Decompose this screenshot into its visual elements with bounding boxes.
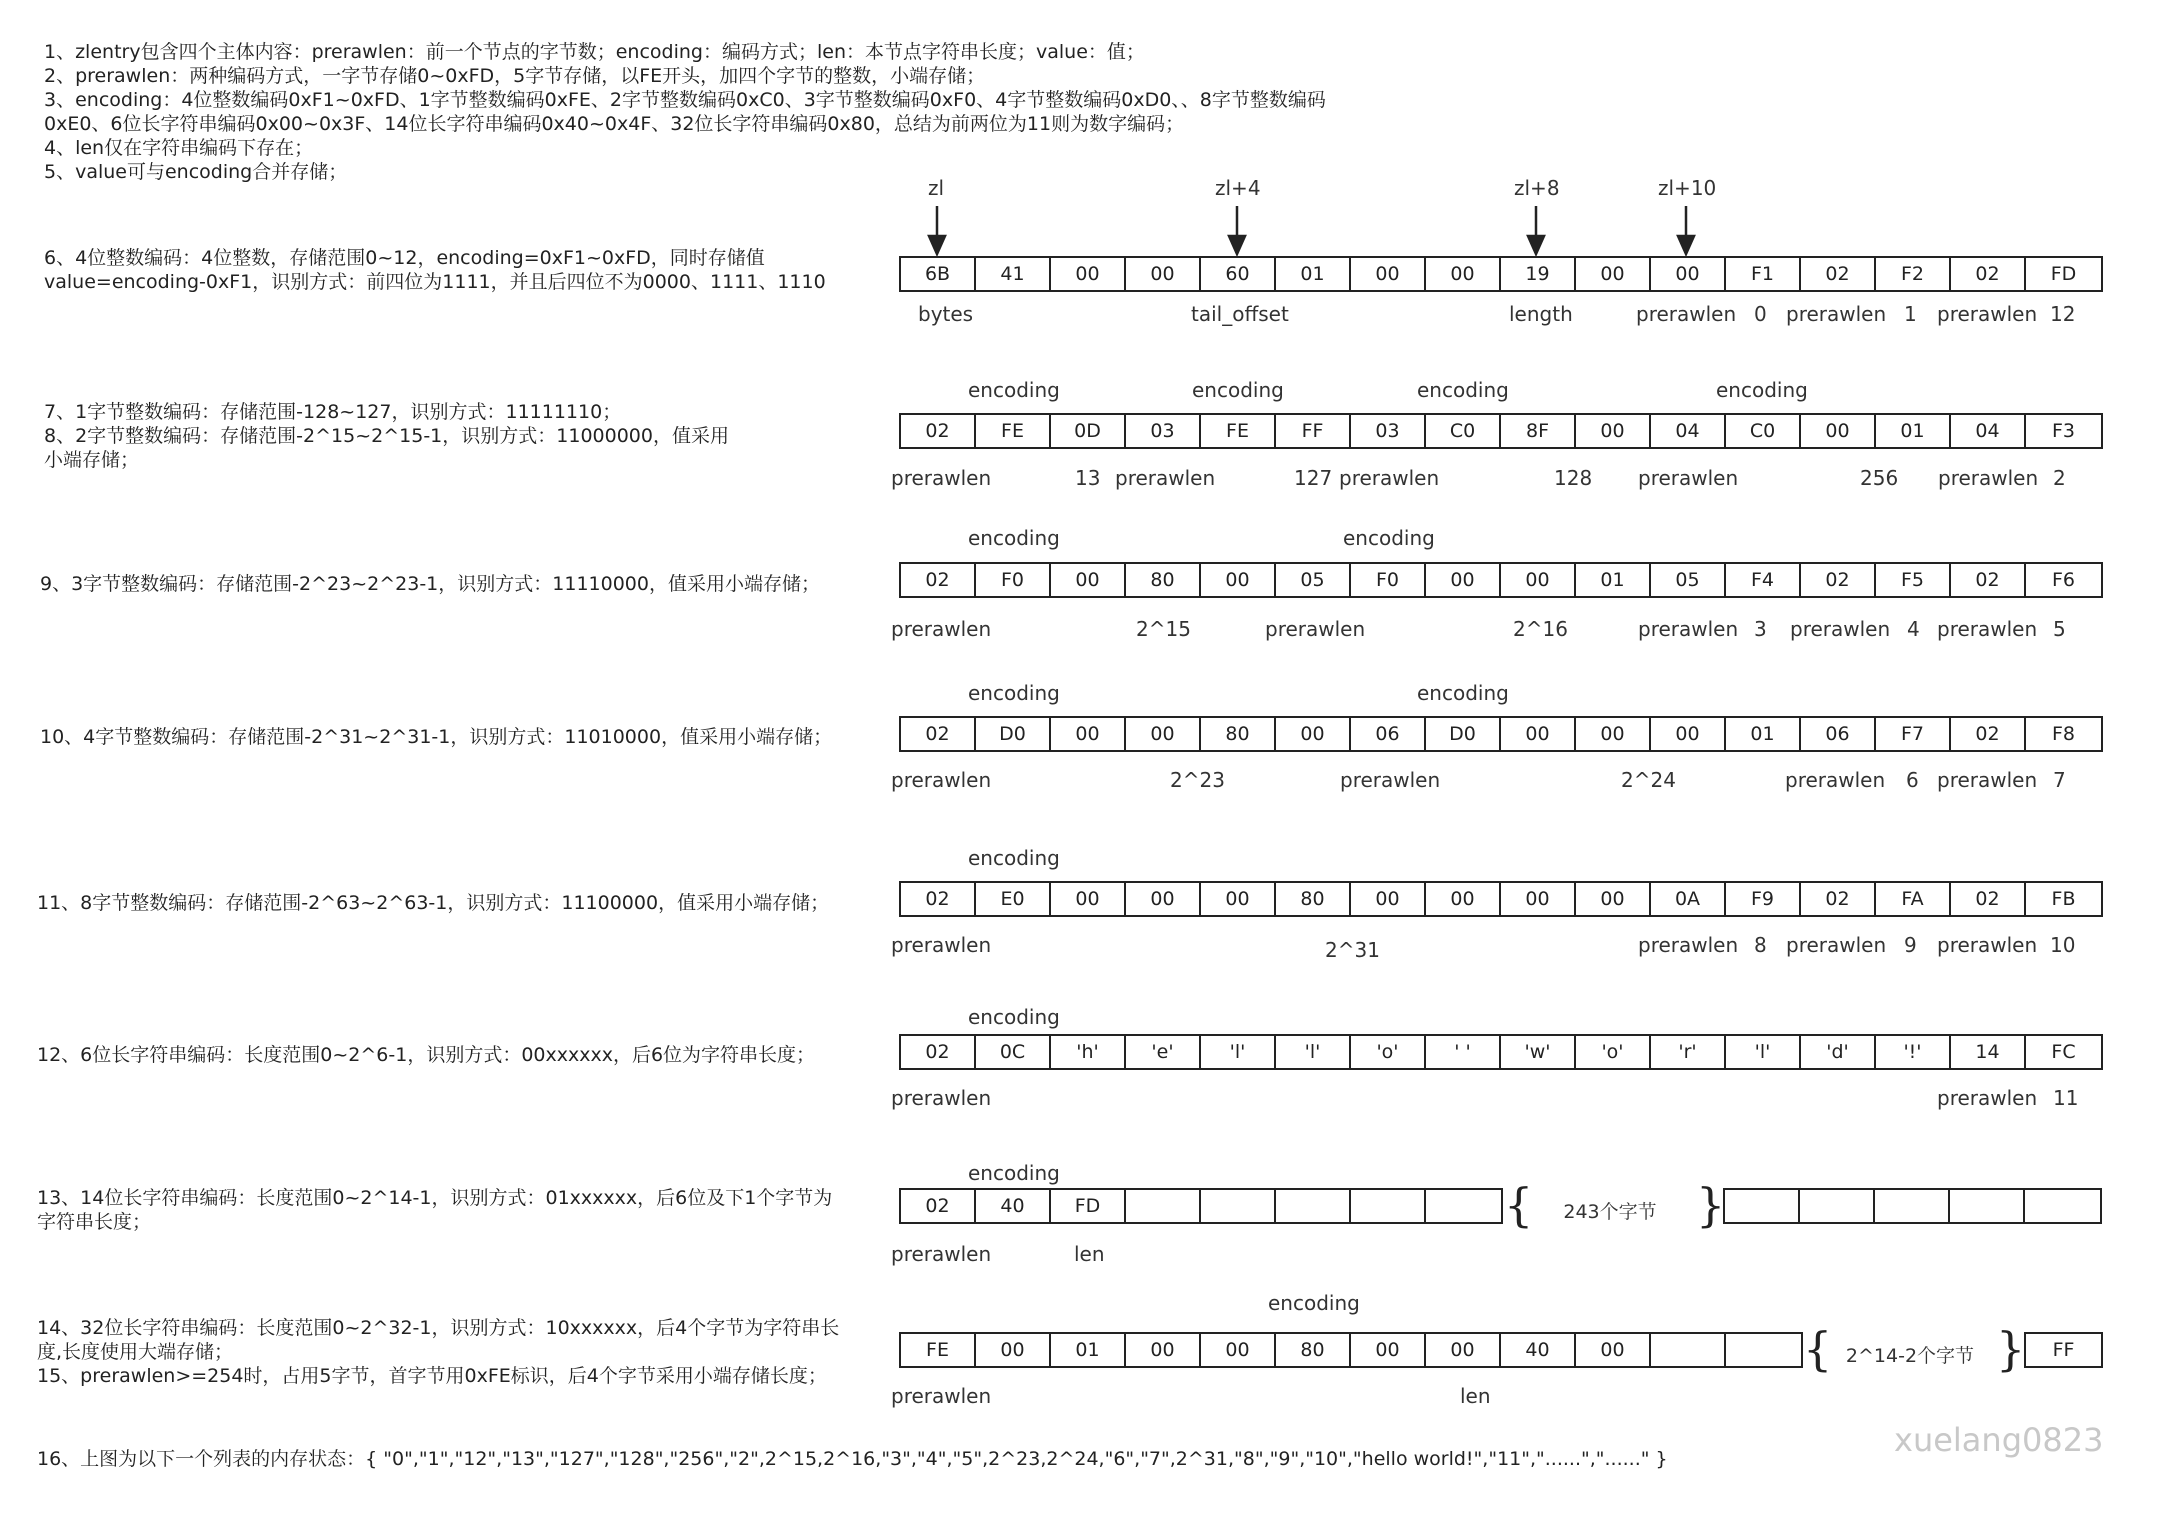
row4-label: prerawlen xyxy=(1340,768,1441,792)
byte-cell: FD xyxy=(2050,263,2077,285)
byte-cell: 00 xyxy=(1651,258,1726,290)
row7-label: len xyxy=(1074,1242,1105,1266)
byte-cell: 00 xyxy=(1576,1334,1651,1366)
byte-cell: 00 xyxy=(1426,258,1501,290)
byte-cell: 00 xyxy=(1351,258,1426,290)
byte-cell: 00 xyxy=(1126,718,1201,750)
byte-cell: 01 xyxy=(1726,718,1801,750)
byte-cell: 02 xyxy=(1801,883,1876,915)
note-3: 3、encoding：4位整数编码0xF1~0xFD、1字节整数编码0xFE、2字节整数编码0xC0、3字节整数编码0xF0、4字节整数编码0xD0、、8字节整数编码 xyxy=(44,89,1326,111)
byte-cell xyxy=(1725,1190,1800,1222)
row4-encoding: encoding xyxy=(968,681,1060,705)
row5-note: 11、8字节整数编码：存储范围-2^63~2^63-1，识别方式：11100000，值采用小端存储； xyxy=(37,892,830,914)
byte-cell: 8F xyxy=(1501,415,1576,447)
byte-cell: 00 xyxy=(1201,883,1276,915)
row1-label: 12 xyxy=(2050,302,2076,326)
byte-cell: 02 xyxy=(901,1036,976,1068)
row1-label: prerawlen xyxy=(1937,302,2038,326)
byte-cell: F5 xyxy=(1876,564,1951,596)
byte-cell: 06 xyxy=(1351,718,1426,750)
byte-cell: FF xyxy=(2052,1339,2075,1361)
row8-label: prerawlen xyxy=(891,1384,992,1408)
row3-note: 9、3字节整数编码：存储范围-2^23~2^23-1，识别方式：11110000，值采用小端存储； xyxy=(40,573,820,595)
byte-cell: 00 xyxy=(1351,883,1426,915)
row3-bytes xyxy=(899,562,2103,598)
byte-cell: F6 xyxy=(2051,569,2076,591)
byte-cell: 80 xyxy=(1201,718,1276,750)
footer-note: 16、上图为以下一个列表的内存状态：{ "0","1","12","13","127","128","256","2",2^15,2^16,"3","4","5",2^23,2^24,"6","7",2^31,"8","9","10","hello world!","11","......","......" } xyxy=(37,1448,1668,1470)
byte-cell: 02 xyxy=(1951,564,2026,596)
row5-label: 2^31 xyxy=(1325,938,1380,962)
row1-label: tail_offset xyxy=(1191,302,1289,326)
row5-label: prerawlen xyxy=(1786,933,1887,957)
byte-cell: 03 xyxy=(1126,415,1201,447)
byte-cell: C0 xyxy=(1426,415,1501,447)
byte-cell: 0D xyxy=(1051,415,1126,447)
row2-label: prerawlen xyxy=(1938,466,2039,490)
pointer-zl: zl xyxy=(928,176,945,200)
arrow-zl10-head xyxy=(1678,236,1694,254)
row2-label: 2 xyxy=(2053,466,2066,490)
row6-label: 11 xyxy=(2053,1086,2079,1110)
byte-cell: 'l' xyxy=(1201,1036,1276,1068)
row7-brace-open: { xyxy=(1504,1178,1534,1232)
byte-cell: 80 xyxy=(1276,883,1351,915)
byte-cell: 00 xyxy=(1126,1334,1201,1366)
byte-cell: 00 xyxy=(1426,564,1501,596)
byte-cell xyxy=(1651,1334,1726,1366)
row8-encoding: encoding xyxy=(1268,1291,1360,1315)
byte-cell xyxy=(1800,1190,1875,1222)
row1-label: prerawlen xyxy=(1636,302,1737,326)
row5-label: prerawlen xyxy=(1937,933,2038,957)
watermark: xuelang0823 xyxy=(1894,1421,2104,1459)
byte-cell: 'o' xyxy=(1351,1036,1426,1068)
row4-bytes xyxy=(899,716,2103,752)
row7-label: prerawlen xyxy=(891,1242,992,1266)
byte-cell: 00 xyxy=(1201,1334,1276,1366)
row2-label: prerawlen xyxy=(1638,466,1739,490)
byte-cell: F0 xyxy=(1351,564,1426,596)
row8-label: len xyxy=(1460,1384,1491,1408)
byte-cell: FE xyxy=(976,415,1051,447)
byte-cell xyxy=(1351,1190,1426,1222)
byte-cell: 40 xyxy=(1501,1334,1576,1366)
row5-bytes xyxy=(899,881,2103,917)
note-5: 5、value可与encoding合并存储； xyxy=(44,161,348,183)
byte-cell: 02 xyxy=(1951,718,2026,750)
byte-cell: 02 xyxy=(901,1190,976,1222)
row1-label: 0 xyxy=(1754,302,1767,326)
byte-cell: 00 xyxy=(1051,258,1126,290)
row2-label: prerawlen xyxy=(1115,466,1216,490)
row6-label: prerawlen xyxy=(1937,1086,2038,1110)
byte-cell: 02 xyxy=(901,415,976,447)
row2-label: 13 xyxy=(1075,466,1101,490)
byte-cell: 'o' xyxy=(1576,1036,1651,1068)
byte-cell: 00 xyxy=(1126,258,1201,290)
row3-label: prerawlen xyxy=(891,617,992,641)
byte-cell: 01 xyxy=(1276,258,1351,290)
byte-cell: F1 xyxy=(1726,258,1801,290)
row1-label: 1 xyxy=(1904,302,1917,326)
row1-label: length xyxy=(1509,302,1573,326)
byte-cell: F9 xyxy=(1726,883,1801,915)
byte-cell: 00 xyxy=(1051,564,1126,596)
row2-encoding: encoding xyxy=(968,378,1060,402)
row7-bytes-b xyxy=(1723,1188,2102,1224)
row7-bytes-a xyxy=(899,1188,1503,1224)
byte-cell: 40 xyxy=(976,1190,1051,1222)
byte-cell: C0 xyxy=(1726,415,1801,447)
byte-cell: F3 xyxy=(2051,420,2076,442)
row3-label: 3 xyxy=(1754,617,1767,641)
byte-cell: FE xyxy=(1201,415,1276,447)
row5-label: prerawlen xyxy=(891,933,992,957)
row4-label: prerawlen xyxy=(1937,768,2038,792)
row2-encoding: encoding xyxy=(1716,378,1808,402)
byte-cell xyxy=(1875,1190,1950,1222)
byte-cell: 01 xyxy=(1051,1334,1126,1366)
byte-cell: 14 xyxy=(1951,1036,2026,1068)
byte-cell: 02 xyxy=(1951,258,2026,290)
row4-label: 2^24 xyxy=(1621,768,1676,792)
byte-cell: 06 xyxy=(1801,718,1876,750)
row7-encoding: encoding xyxy=(968,1161,1060,1185)
byte-cell xyxy=(1201,1190,1276,1222)
byte-cell: 00 xyxy=(1576,415,1651,447)
byte-cell: 01 xyxy=(1576,564,1651,596)
arrow-zl-head xyxy=(929,236,945,254)
byte-cell: FE xyxy=(901,1334,976,1366)
byte-cell: 03 xyxy=(1351,415,1426,447)
byte-cell: 'e' xyxy=(1126,1036,1201,1068)
byte-cell: F8 xyxy=(2051,723,2076,745)
byte-cell: 02 xyxy=(1801,258,1876,290)
row3-label: prerawlen xyxy=(1638,617,1739,641)
byte-cell: E0 xyxy=(976,883,1051,915)
byte-cell: 'w' xyxy=(1501,1036,1576,1068)
arrow-zl8-head xyxy=(1528,236,1544,254)
note-2: 2、prerawlen：两种编码方式，一字节存储0~0xFD，5字节存储，以FE开头，加四个字节的整数，小端存储； xyxy=(44,65,986,87)
row3-label: prerawlen xyxy=(1937,617,2038,641)
byte-cell: 02 xyxy=(901,564,976,596)
byte-cell: 0A xyxy=(1651,883,1726,915)
byte-cell: 00 xyxy=(1801,415,1876,447)
byte-cell: F0 xyxy=(976,564,1051,596)
byte-cell: 80 xyxy=(1126,564,1201,596)
byte-cell: 02 xyxy=(1951,883,2026,915)
byte-cell: 'r' xyxy=(1651,1036,1726,1068)
byte-cell: 00 xyxy=(1126,883,1201,915)
row3-label: prerawlen xyxy=(1790,617,1891,641)
row6-label: prerawlen xyxy=(891,1086,992,1110)
row1-label: prerawlen xyxy=(1786,302,1887,326)
row6-encoding: encoding xyxy=(968,1005,1060,1029)
note-4: 4、len仅在字符串编码下存在； xyxy=(44,137,314,159)
row5-label: prerawlen xyxy=(1638,933,1739,957)
row3-label: 5 xyxy=(2053,617,2066,641)
row1-bytes xyxy=(899,256,2103,292)
byte-cell: 00 xyxy=(1426,1334,1501,1366)
row3-encoding: encoding xyxy=(968,526,1060,550)
row4-label: 2^23 xyxy=(1170,768,1225,792)
row2-label: prerawlen xyxy=(891,466,992,490)
row3-label: 4 xyxy=(1907,617,1920,641)
byte-cell: 'h' xyxy=(1051,1036,1126,1068)
row6-bytes xyxy=(899,1034,2103,1070)
byte-cell: '!' xyxy=(1876,1036,1951,1068)
byte-cell: F7 xyxy=(1876,718,1951,750)
row1-note: 6、4位整数编码：4位整数，存储范围0~12，encoding=0xF1~0xFD，同时存储值 value=encoding-0xF1，识别方式：前四位为1111，并且后四位不为0000、1111、1110 xyxy=(44,247,826,293)
byte-cell: 00 xyxy=(1351,1334,1426,1366)
byte-cell: 00 xyxy=(1426,883,1501,915)
byte-cell: 05 xyxy=(1651,564,1726,596)
byte-cell: D0 xyxy=(976,718,1051,750)
row4-label: 6 xyxy=(1906,768,1919,792)
byte-cell: 04 xyxy=(1951,415,2026,447)
note-1: 1、zlentry包含四个主体内容：prerawlen：前一个节点的字节数；encoding：编码方式；len：本节点字符串长度；value：值； xyxy=(44,41,1145,63)
row2-label: prerawlen xyxy=(1339,466,1440,490)
row8-bytes-b xyxy=(2024,1332,2103,1368)
byte-cell: 'l' xyxy=(1726,1036,1801,1068)
row4-note: 10、4字节整数编码：存储范围-2^31~2^31-1，识别方式：11010000，值采用小端存储； xyxy=(40,726,833,748)
byte-cell: F2 xyxy=(1876,258,1951,290)
row5-label: 8 xyxy=(1754,933,1767,957)
row6-note: 12、6位长字符串编码：长度范围0~2^6-1，识别方式：00xxxxxx，后6位为字符串长度； xyxy=(37,1044,816,1066)
row4-encoding: encoding xyxy=(1417,681,1509,705)
row7-note: 13、14位长字符串编码：长度范围0~2^14-1，识别方式：01xxxxxx，后6位及下1个字节为 字符串长度； xyxy=(37,1187,833,1233)
row5-label: 10 xyxy=(2050,933,2076,957)
row5-encoding: encoding xyxy=(968,846,1060,870)
byte-cell: 00 xyxy=(1576,718,1651,750)
pointer-zl4: zl+4 xyxy=(1215,176,1261,200)
row5-label: 9 xyxy=(1904,933,1917,957)
byte-cell: 05 xyxy=(1276,564,1351,596)
pointer-arrows xyxy=(0,0,2172,260)
byte-cell: 0C xyxy=(976,1036,1051,1068)
byte-cell xyxy=(1950,1190,2025,1222)
byte-cell: 'l' xyxy=(1276,1036,1351,1068)
byte-cell: FD xyxy=(1051,1190,1126,1222)
byte-cell xyxy=(1426,1190,1501,1222)
byte-cell: FC xyxy=(2051,1041,2076,1063)
row7-brace-close: } xyxy=(1696,1178,1726,1232)
byte-cell: 00 xyxy=(1501,718,1576,750)
byte-cell: 02 xyxy=(901,718,976,750)
byte-cell: 'd' xyxy=(1801,1036,1876,1068)
row3-label: prerawlen xyxy=(1265,617,1366,641)
pointer-zl8: zl+8 xyxy=(1514,176,1560,200)
byte-cell: D0 xyxy=(1426,718,1501,750)
row2-note: 7、1字节整数编码：存储范围-128~127，识别方式：11111110； 8、2字节整数编码：存储范围-2^15~2^15-1，识别方式：11000000，值采用 小端存储； xyxy=(44,401,729,471)
row1-label: bytes xyxy=(918,302,974,326)
byte-cell: 00 xyxy=(1576,883,1651,915)
byte-cell: 00 xyxy=(1576,258,1651,290)
byte-cell: 00 xyxy=(1501,564,1576,596)
row2-label: 127 xyxy=(1294,466,1333,490)
byte-cell: 00 xyxy=(976,1334,1051,1366)
row8-note: 14、32位长字符串编码：长度范围0~2^32-1，识别方式：10xxxxxx，后4个字节为字符串长 度,长度使用大端存储； 15、prerawlen>=254时，占用5字节，首字节用0xFE标识，后4个字节采用小端存储长度； xyxy=(37,1317,840,1387)
byte-cell: 80 xyxy=(1276,1334,1351,1366)
row8-bytes-a xyxy=(899,1332,1803,1368)
byte-cell: 04 xyxy=(1651,415,1726,447)
byte-cell: 60 xyxy=(1201,258,1276,290)
row4-label: prerawlen xyxy=(891,768,992,792)
byte-cell: 01 xyxy=(1876,415,1951,447)
row8-brace-open: { xyxy=(1803,1322,1833,1376)
pointer-zl10: zl+10 xyxy=(1658,176,1717,200)
row3-label: 2^15 xyxy=(1136,617,1191,641)
byte-cell: FA xyxy=(1876,883,1951,915)
byte-cell: ' ' xyxy=(1426,1036,1501,1068)
byte-cell: F4 xyxy=(1726,564,1801,596)
row3-label: 2^16 xyxy=(1513,617,1568,641)
row3-encoding: encoding xyxy=(1343,526,1435,550)
byte-cell: FB xyxy=(2051,888,2076,910)
row2-encoding: encoding xyxy=(1417,378,1509,402)
row4-label: 7 xyxy=(2053,768,2066,792)
byte-cell: 02 xyxy=(901,883,976,915)
arrow-zl4-head xyxy=(1229,236,1245,254)
byte-cell: 00 xyxy=(1276,718,1351,750)
byte-cell: 00 xyxy=(1501,883,1576,915)
row2-label: 256 xyxy=(1860,466,1899,490)
byte-cell: 00 xyxy=(1051,883,1126,915)
row8-brace-close: } xyxy=(1996,1322,2026,1376)
byte-cell xyxy=(2025,1190,2100,1222)
byte-cell: 41 xyxy=(976,258,1051,290)
row7-gap: 243个字节 xyxy=(1563,1201,1657,1223)
byte-cell: 19 xyxy=(1501,258,1576,290)
row2-label: 128 xyxy=(1554,466,1593,490)
byte-cell: 00 xyxy=(1201,564,1276,596)
row2-encoding: encoding xyxy=(1192,378,1284,402)
byte-cell xyxy=(1276,1190,1351,1222)
note-3-cont: 0xE0、6位长字符串编码0x00~0x3F、14位长字符串编码0x40~0x4F、32位长字符串编码0x80，总结为前两位为11则为数字编码； xyxy=(44,113,1185,135)
byte-cell: 00 xyxy=(1051,718,1126,750)
byte-cell xyxy=(1126,1190,1201,1222)
byte-cell xyxy=(1726,1334,1801,1366)
row2-bytes xyxy=(899,413,2103,449)
byte-cell: FF xyxy=(1276,415,1351,447)
byte-cell: 02 xyxy=(1801,564,1876,596)
byte-cell: 00 xyxy=(1651,718,1726,750)
row4-label: prerawlen xyxy=(1785,768,1886,792)
byte-cell: 6B xyxy=(901,258,976,290)
row8-gap: 2^14-2个字节 xyxy=(1845,1345,1975,1367)
